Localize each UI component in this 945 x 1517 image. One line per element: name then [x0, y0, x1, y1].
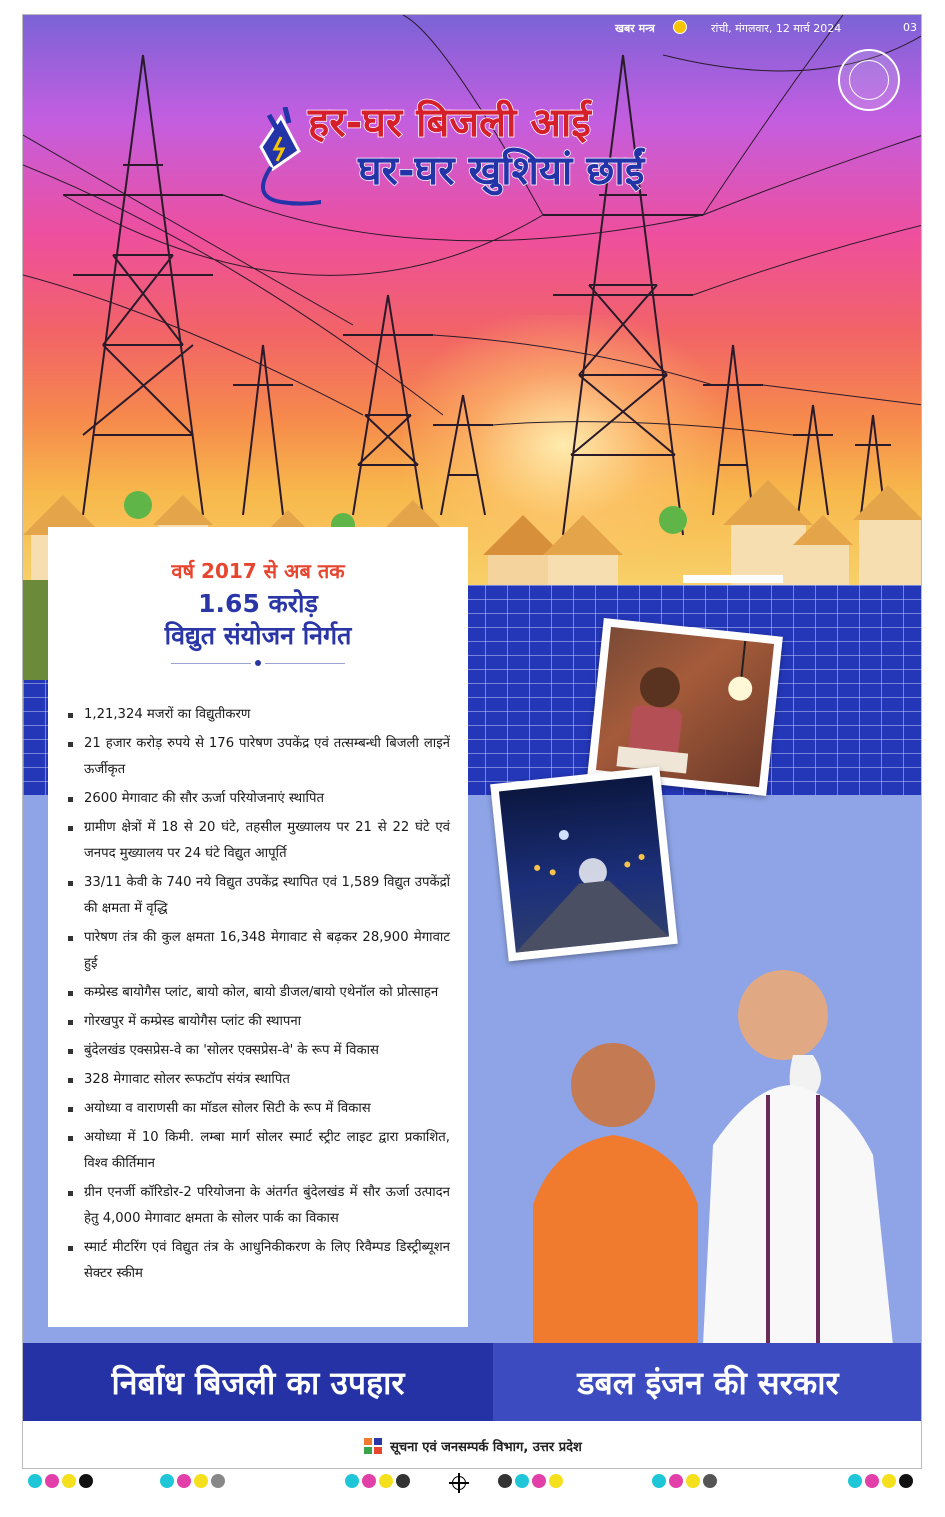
footer-credit	[23, 1421, 922, 1469]
photo-solar-street-lights	[490, 767, 678, 962]
list-item: स्मार्ट मीटरिंग एवं विद्युत तंत्र के आधुनिकीकरण के लिए रिवैम्पड डिस्ट्रीब्यूशन सेक्टर स्कीम	[68, 1235, 450, 1287]
registration-crosshair-icon	[452, 1476, 466, 1490]
photo-boy-with-bulb	[587, 618, 783, 796]
color-marks-1	[160, 1474, 225, 1488]
list-item: गोरखपुर में कम्प्रेस्ड बायोगैस प्लांट की स्थापना	[68, 1009, 450, 1035]
list-item: बुंदेलखंड एक्सप्रेस-वे का 'सोलर एक्सप्रेस-वे' के रूप में विकास	[68, 1038, 450, 1064]
dateline: रांची, मंगलवार, 12 मार्च 2024	[711, 22, 842, 35]
color-marks-4	[652, 1474, 717, 1488]
achievements-list	[58, 702, 458, 1287]
slogan-right: डबल इंजन की सरकार	[493, 1343, 922, 1421]
list-item: पारेषण तंत्र की कुल क्षमता 16,348 मेगावाट से बढ़कर 28,900 मेगावाट हुई	[68, 925, 450, 977]
list-item: 33/11 केवी के 740 नये विद्युत उपकेंद्र स्थापित एवं 1,589 विद्युत उपकेंद्रों की क्षमता में वृद्धि	[68, 870, 450, 922]
advertisement-page	[22, 14, 922, 1469]
list-item: 328 मेगावाट सोलर रूफटॉप संयंत्र स्थापित	[68, 1067, 450, 1093]
list-item: 1,21,324 मजरों का विद्युतीकरण	[68, 702, 450, 728]
slogan-left: निर्बाध बिजली का उपहार	[23, 1343, 493, 1421]
list-item: कम्प्रेस्ड बायोगैस प्लांट, बायो कोल, बायो डीजल/बायो एथेनॉल को प्रोत्साहन	[68, 980, 450, 1006]
list-item: 21 हजार करोड़ रुपये से 176 पारेषण उपकेंद्र एवं तत्सम्बन्धी बिजली लाइनें ऊर्जीकृत	[68, 731, 450, 783]
headline-line-2: घर-घर खुशियां छाईं	[358, 148, 645, 194]
period-label: वर्ष 2017 से अब तक	[171, 559, 345, 583]
slogan-bar	[23, 1343, 922, 1421]
title-divider	[58, 660, 458, 666]
color-marks-3	[498, 1474, 563, 1488]
newspaper-masthead	[23, 15, 922, 41]
list-item: अयोध्या में 10 किमी. लम्बा मार्ग सोलर स्मार्ट स्ट्रीट लाइट द्वारा प्रकाशित, विश्व कीर्तिमान	[68, 1125, 450, 1177]
list-item: 2600 मेगावाट की सौर ऊर्जा परियोजनाएं स्थापित	[68, 786, 450, 812]
color-marks-2	[345, 1474, 410, 1488]
achievements-panel	[48, 527, 468, 1327]
newspaper-brand: खबर मन्त्र	[615, 22, 655, 35]
print-registration-marks	[0, 1474, 945, 1496]
list-item: अयोध्या व वाराणसी का मॉडल सोलर सिटी के रूप में विकास	[68, 1096, 450, 1122]
leaders-portrait	[493, 945, 922, 1345]
state-emblem-icon	[838, 49, 900, 111]
page-number: 03	[903, 21, 917, 34]
connections-count: 1.65 करोड़	[198, 589, 318, 618]
brand-logo-icon	[673, 20, 687, 34]
headline-line-1: हर-घर बिजली आई	[308, 100, 591, 146]
color-marks-right	[848, 1474, 913, 1488]
list-item: ग्रीन एनर्जी कॉरिडोर-2 परियोजना के अंतर्गत बुंदेलखंड में सौर ऊर्जा उत्पादन हेतु 4,000 मेगावाट क्षमता के सोलर पार्क का विकास	[68, 1180, 450, 1232]
plug-icon	[251, 107, 321, 217]
connections-label: विद्युत संयोजन निर्गत	[164, 621, 352, 650]
color-marks-left	[28, 1474, 93, 1488]
department-name: सूचना एवं जनसम्पर्क विभाग, उत्तर प्रदेश	[390, 1439, 582, 1455]
list-item: ग्रामीण क्षेत्रों में 18 से 20 घंटे, तहसील मुख्यालय पर 21 से 22 घंटे एवं जनपद मुख्यालय पर 24 घंटे विद्युत आपूर्ति	[68, 815, 450, 867]
headline	[308, 99, 644, 195]
department-logo-icon	[364, 1438, 382, 1454]
